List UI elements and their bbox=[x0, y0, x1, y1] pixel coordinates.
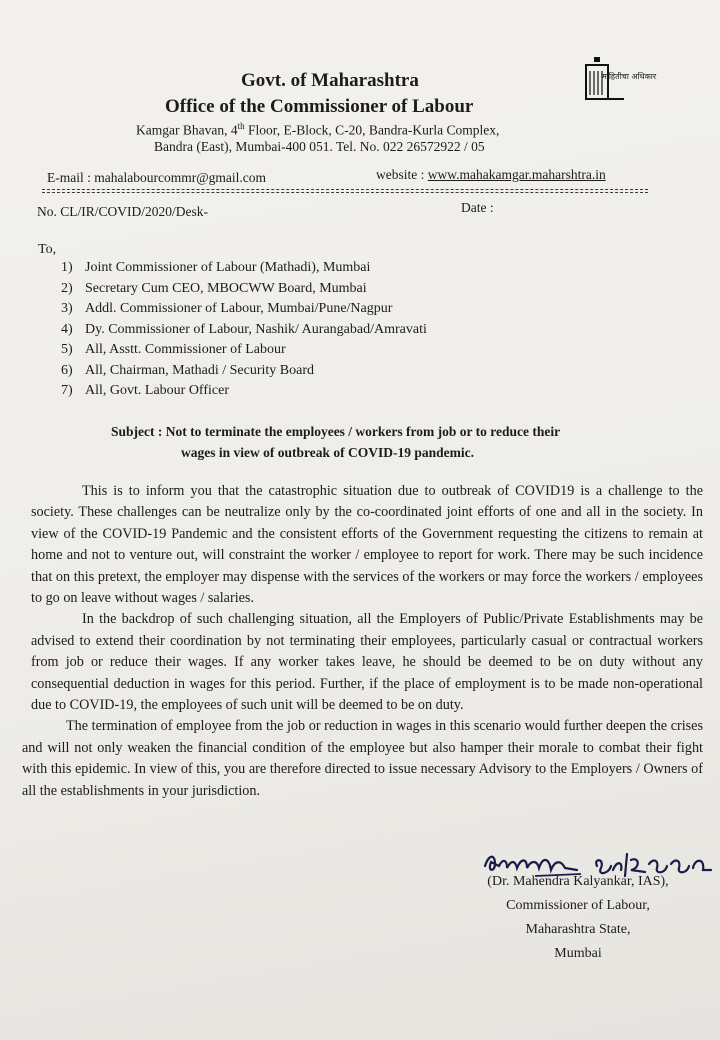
govt-heading: Govt. of Maharashtra bbox=[241, 70, 419, 91]
recipient-item: 4) Dy. Commissioner of Labour, Nashik/ Aurangabad/Amravati bbox=[61, 321, 427, 337]
website-line: website : www.mahakamgar.maharshtra.in bbox=[376, 167, 606, 182]
subject-line-1: Subject : Not to terminate the employees / workers from job or to reduce their bbox=[111, 424, 561, 439]
date-label: Date : bbox=[461, 200, 494, 215]
recipient-item: 5) All, Asstt. Commissioner of Labour bbox=[61, 342, 286, 357]
signatory-title: Commissioner of Labour, bbox=[506, 898, 650, 913]
body-paragraph-1: This is to inform you that the catastrophic situation due to outbreak of COVID19 is a challenge to the society. These challenges can be neutralize only by the co-coordinated joint efforts of one and all in the society. In view of the COVID-19 Pandemic and the consistent efforts of the Government requesting the citizens to remain at home and not to venture out, will constraint the worker / employee to report for work. There may be such incidence that on this pretext, the employer may dispense with the services of the workers or may force the workers / employees to go on leave without wages / salaries. bbox=[31, 483, 703, 607]
header-divider-2 bbox=[42, 192, 648, 193]
logo-head bbox=[594, 57, 600, 62]
body-paragraph-3: The termination of employee from the job or reduction in wages in this scenario would further deepen the crises and will not only weaken the financial condition of the employee but also hamper their morale to combat their fight with this epidemic. In view of this, you are therefore directed to issue necessary Advisory to the Employers / Owners of all the establishments in your jurisdiction. bbox=[22, 718, 703, 799]
office-heading: Office of the Commissioner of Labour bbox=[165, 96, 474, 117]
signature-stroke bbox=[485, 857, 577, 870]
recipient-list bbox=[61, 258, 427, 402]
recipient-item: 1) Joint Commissioner of Labour (Mathadi), Mumbai bbox=[61, 260, 371, 275]
signatory-city: Mumbai bbox=[554, 946, 602, 961]
recipient-item: 2) Secretary Cum CEO, MBOCWW Board, Mumbai bbox=[61, 280, 367, 296]
address-line-1: Kamgar Bhavan, 4th Floor, E-Block, C-20, Bandra-Kurla Complex, bbox=[136, 121, 500, 138]
rti-logo-text: माहितीचा अधिकार bbox=[602, 72, 657, 81]
reference-number: No. CL/IR/COVID/2020/Desk- bbox=[37, 204, 208, 219]
recipient-item: 6) All, Chairman, Mathadi / Security Board bbox=[61, 362, 315, 378]
website-link[interactable]: www.mahakamgar.maharshtra.in bbox=[427, 167, 606, 182]
address-line-2: Bandra (East), Mumbai-400 051. Tel. No. 022 26572922 / 05 bbox=[154, 139, 485, 154]
body-paragraph-2: In the backdrop of such challenging situation, all the Employers of Public/Private Establishments may be advised to extend their coordination by not terminating their employees, particularly casual or contractual workers from job or reduce their wages. If any worker takes leave, he should be deemed to be on duty without any consequential deduction in wages for this period. Further, if the place of employment is to be made non-operational due to COVID-19, the employees of such unit will be deemed to be on duty. bbox=[31, 611, 703, 714]
header-divider bbox=[42, 189, 648, 190]
signatory-name: (Dr. Mahendra Kalyankar, IAS), bbox=[487, 874, 669, 889]
letter-body bbox=[22, 481, 703, 802]
subject-line bbox=[111, 421, 560, 463]
recipient-item: 7) All, Govt. Labour Officer bbox=[61, 383, 229, 398]
signature-block bbox=[462, 870, 694, 966]
to-label: To, bbox=[38, 242, 57, 257]
logo-book bbox=[586, 65, 608, 99]
subject-line-2: wages in view of outbreak of COVID-19 pandemic. bbox=[181, 445, 474, 460]
signatory-state: Maharashtra State, bbox=[525, 922, 631, 937]
recipient-item: 3) Addl. Commissioner of Labour, Mumbai/Pune/Nagpur bbox=[61, 301, 393, 316]
email-line: E-mail : mahalabourcommr@gmail.com bbox=[47, 170, 266, 185]
